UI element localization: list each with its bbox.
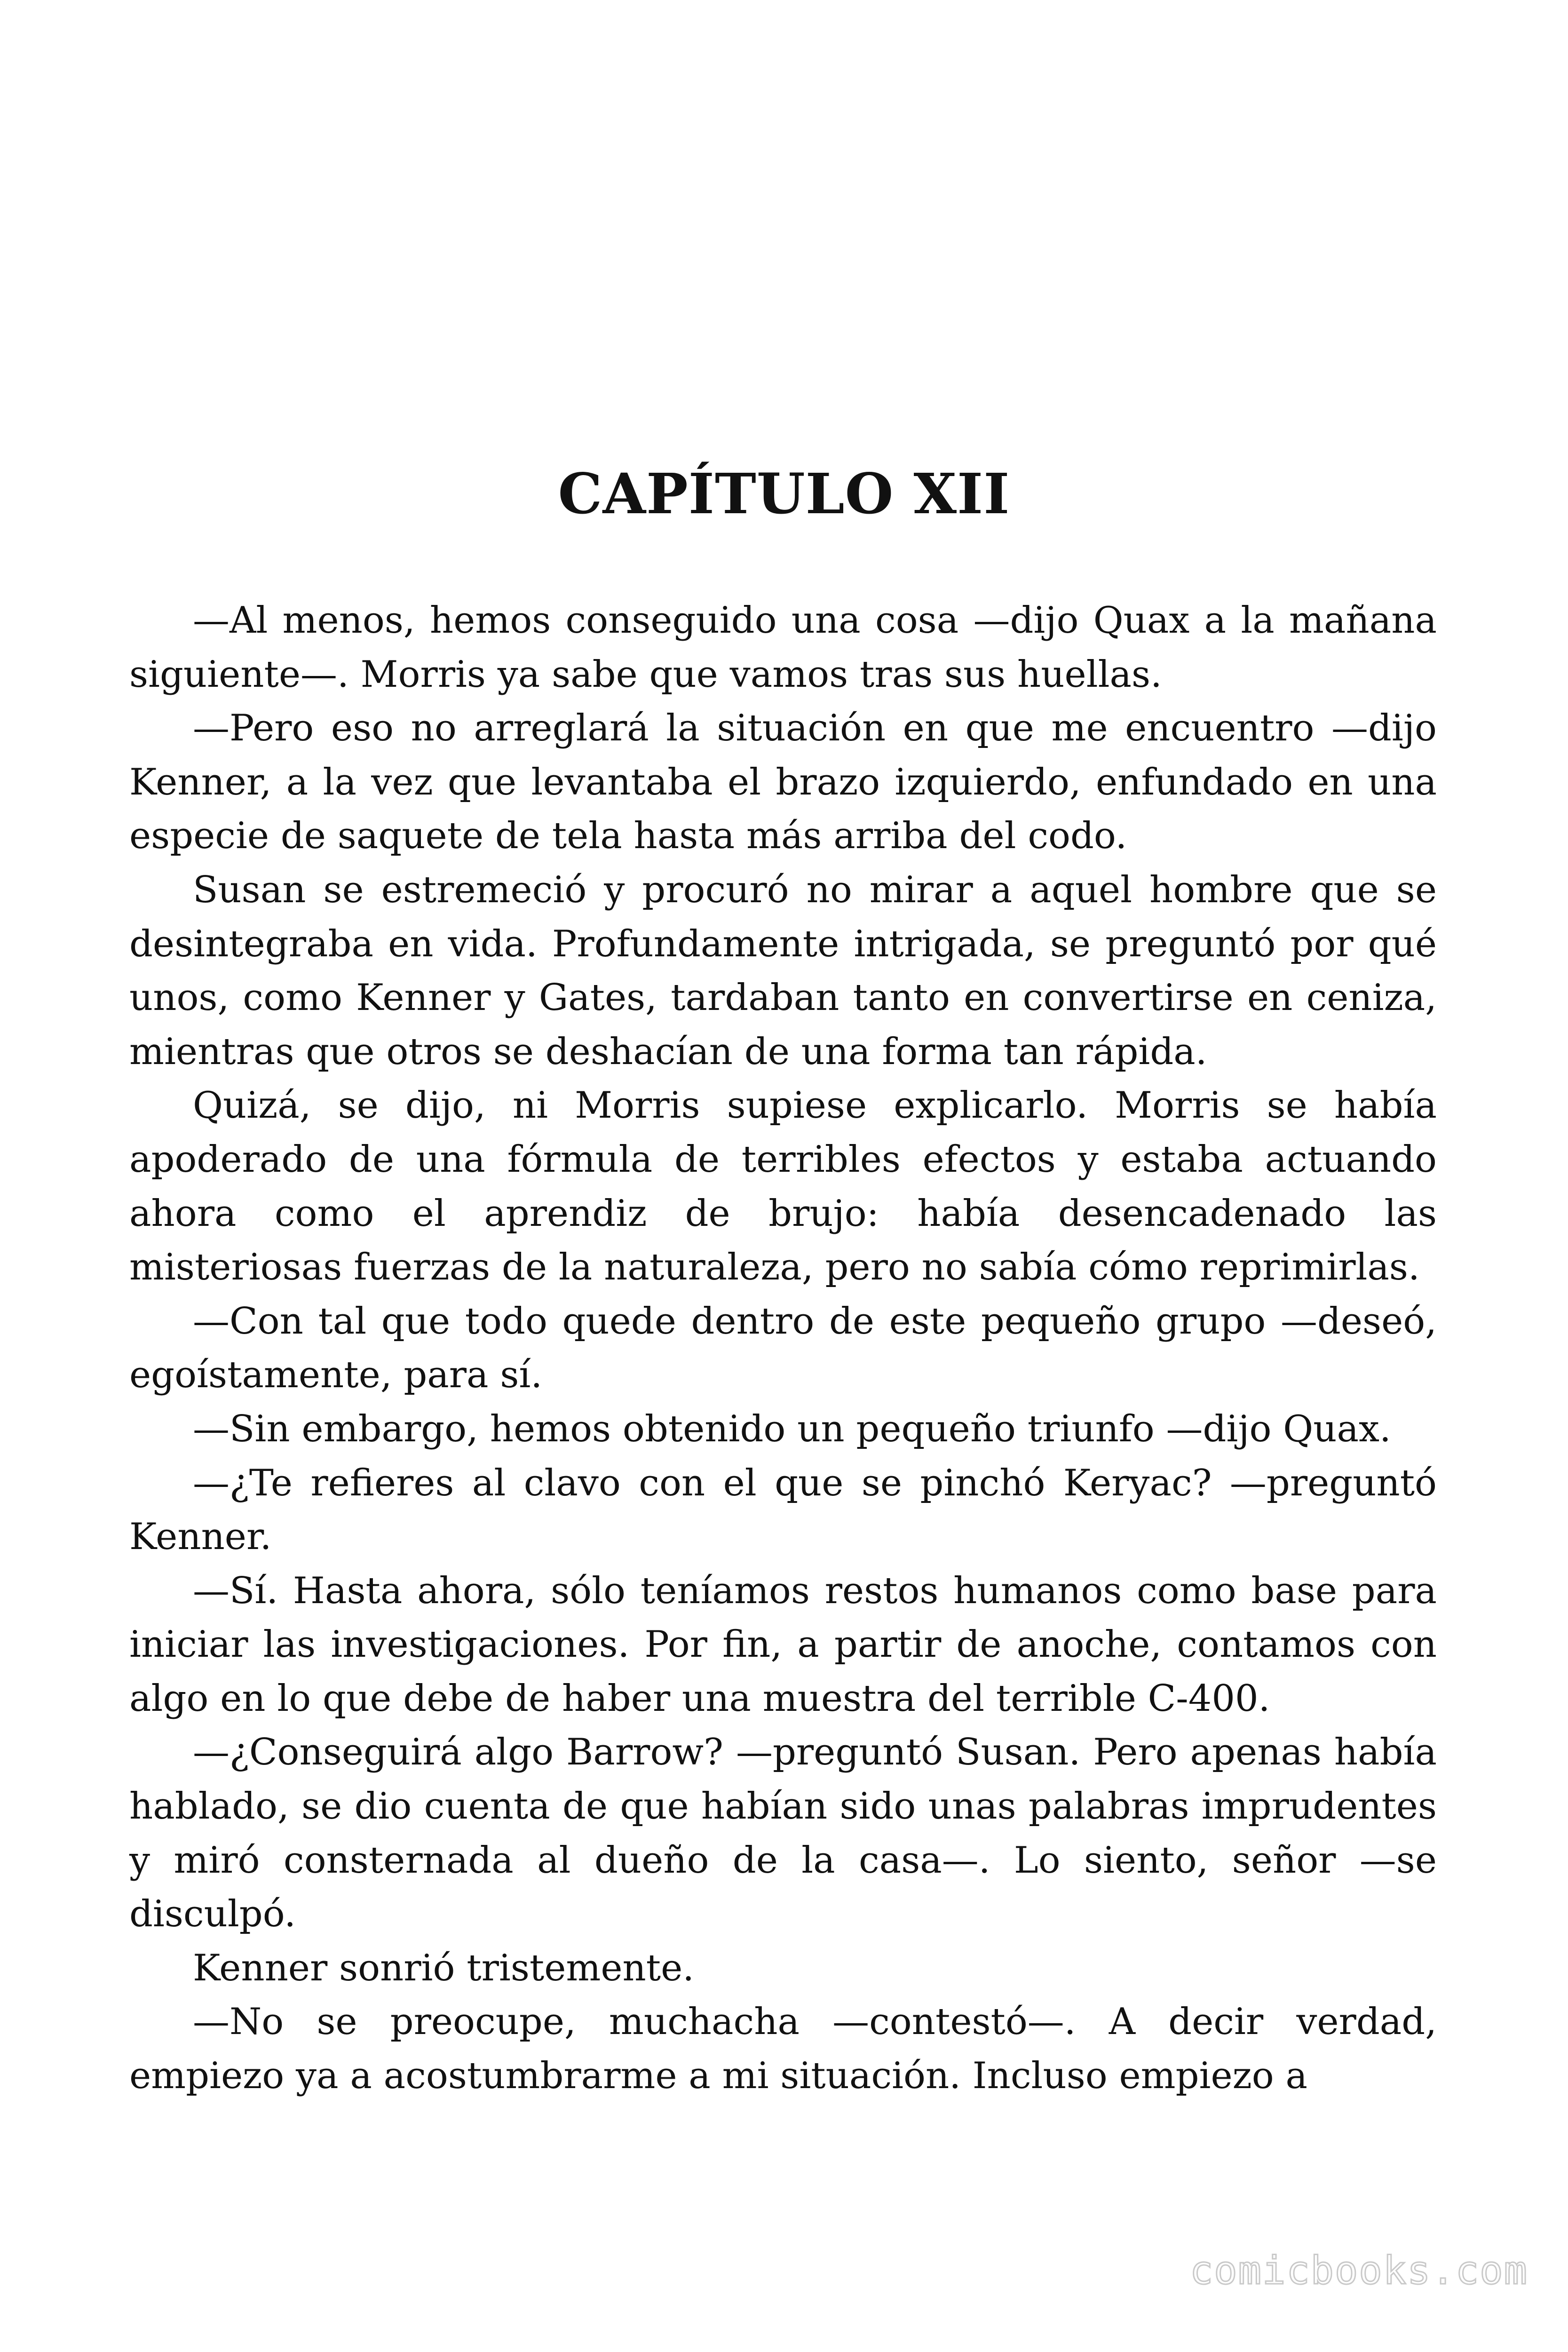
paragraph: Susan se estremeció y procuró no mirar a aquel hombre que se desintegraba en vida. Profundamente intrigada, se preguntó por qué unos, como Kenner y Gates, tardaban tanto en convertirse en ceniza, mientras que otros se deshacían de una forma tan rápida.: [129, 868, 1437, 1073]
chapter-title: CAPÍTULO XII: [558, 461, 1010, 526]
body-text: [129, 594, 1437, 2103]
paragraph: —Al menos, hemos conseguido una cosa —dijo Quax a la mañana siguiente—. Morris ya sabe que vamos tras sus huellas.: [129, 599, 1437, 696]
paragraph: Kenner sonrió tristemente.: [193, 1947, 695, 1989]
paragraph: Quizá, se dijo, ni Morris supiese explicarlo. Morris se había apoderado de una fórmula de terribles efectos y estaba actuando ahora como el aprendiz de brujo: había desencadenado las misteriosas fuerzas de la naturaleza, pero no sabía cómo reprimirlas.: [129, 1084, 1437, 1289]
paragraph: —Sí. Hasta ahora, sólo teníamos restos humanos como base para iniciar las investigaciones. Por fin, a partir de anoche, contamos con algo en lo que debe de haber una muestra del terrible C-400.: [129, 1569, 1437, 1720]
paragraph: —Con tal que todo quede dentro de este pequeño grupo —deseó, egoístamente, para sí.: [129, 1300, 1437, 1397]
paragraph: —¿Te refieres al clavo con el que se pinchó Keryac? —preguntó Kenner.: [129, 1462, 1437, 1558]
paragraph: —Pero eso no arreglará la situación en que me encuentro —dijo Kenner, a la vez que levantaba el brazo izquierdo, enfundado en una especie de saquete de tela hasta más arriba del codo.: [129, 707, 1437, 858]
paragraph: —Sin embargo, hemos obtenido un pequeño triunfo —dijo Quax.: [193, 1407, 1391, 1450]
paragraph: —¿Conseguirá algo Barrow? —preguntó Susan. Pero apenas había hablado, se dio cuenta de que habían sido unas palabras imprudentes y miró consternada al dueño de la casa—. Lo siento, señor —se disculpó.: [129, 1731, 1437, 1936]
watermark: comicbooks.com: [1189, 2249, 1528, 2293]
paragraph: —No se preocupe, muchacha —contestó—. A decir verdad, empiezo ya a acostumbrarme a mi situación. Incluso empiezo a: [129, 2001, 1437, 2098]
